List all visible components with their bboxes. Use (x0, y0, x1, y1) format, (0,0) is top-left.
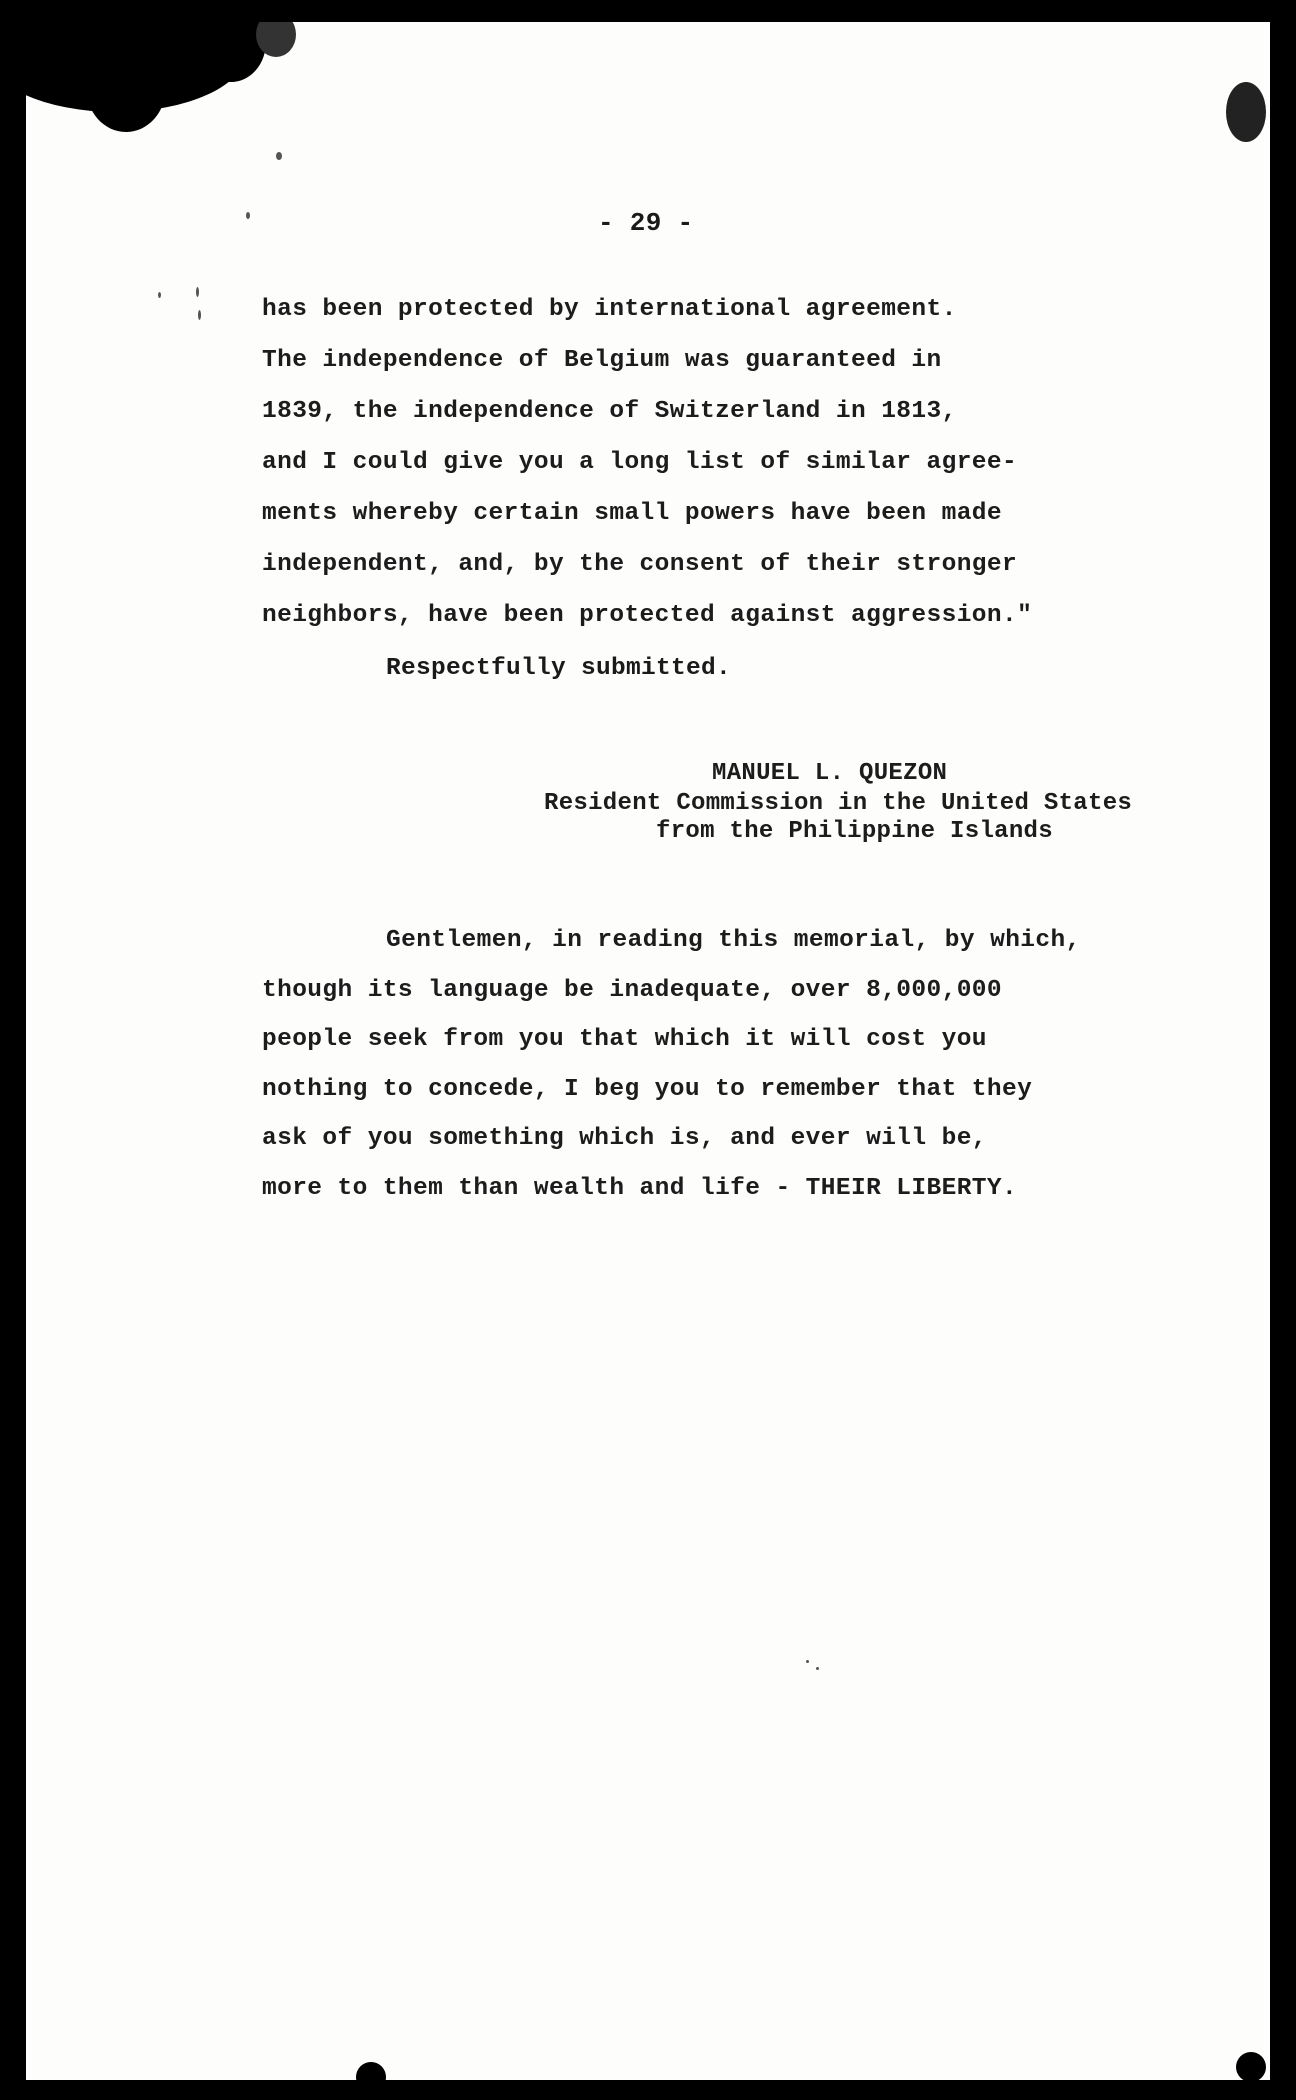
signature-title: Resident Commission in the United States (544, 790, 1133, 817)
body-paragraph-2 (262, 916, 1081, 1213)
paper-damage (1226, 82, 1266, 142)
paper-speck (196, 287, 199, 297)
text-line: independent, and, by the consent of their stronger (262, 551, 1018, 578)
paper-speck (276, 152, 282, 160)
paper-speck (816, 1667, 819, 1670)
body-paragraph-1 (262, 284, 1032, 641)
text-line: Gentlemen, in reading this memorial, by which, (386, 927, 1081, 954)
closing-line: Respectfully submitted. (386, 655, 732, 682)
text-line: and I could give you a long list of similar agree- (262, 449, 1018, 476)
paper-speck (158, 292, 161, 298)
signature-name: MANUEL L. QUEZON (712, 760, 948, 787)
signature-origin: from the Philippine Islands (656, 818, 1053, 845)
paper-speck (246, 212, 250, 219)
text-line: 1839, the independence of Switzerland in 1813, (262, 398, 957, 425)
text-line: nothing to concede, I beg you to remember that they (262, 1075, 1033, 1103)
text-line: neighbors, have been protected against aggression." (262, 602, 1033, 629)
text-line: more to them than wealth and life - THEIR LIBERTY. (262, 1174, 1018, 1202)
text-line: though its language be inadequate, over 8,000,000 (262, 976, 1003, 1004)
paper-speck (198, 310, 201, 320)
text-line: ask of you something which is, and ever will be, (262, 1125, 987, 1152)
text-line: The independence of Belgium was guaranteed in (262, 347, 942, 374)
paper-damage (1236, 2052, 1266, 2080)
text-line: ments whereby certain small powers have been made (262, 500, 1003, 527)
paper-speck (806, 1660, 809, 1663)
text-line: has been protected by international agreement. (262, 296, 957, 323)
text-line: people seek from you that which it will cost you (262, 1026, 987, 1053)
paper-damage (356, 2062, 386, 2080)
page-number: - 29 - (598, 208, 694, 238)
paper-damage (86, 42, 166, 132)
